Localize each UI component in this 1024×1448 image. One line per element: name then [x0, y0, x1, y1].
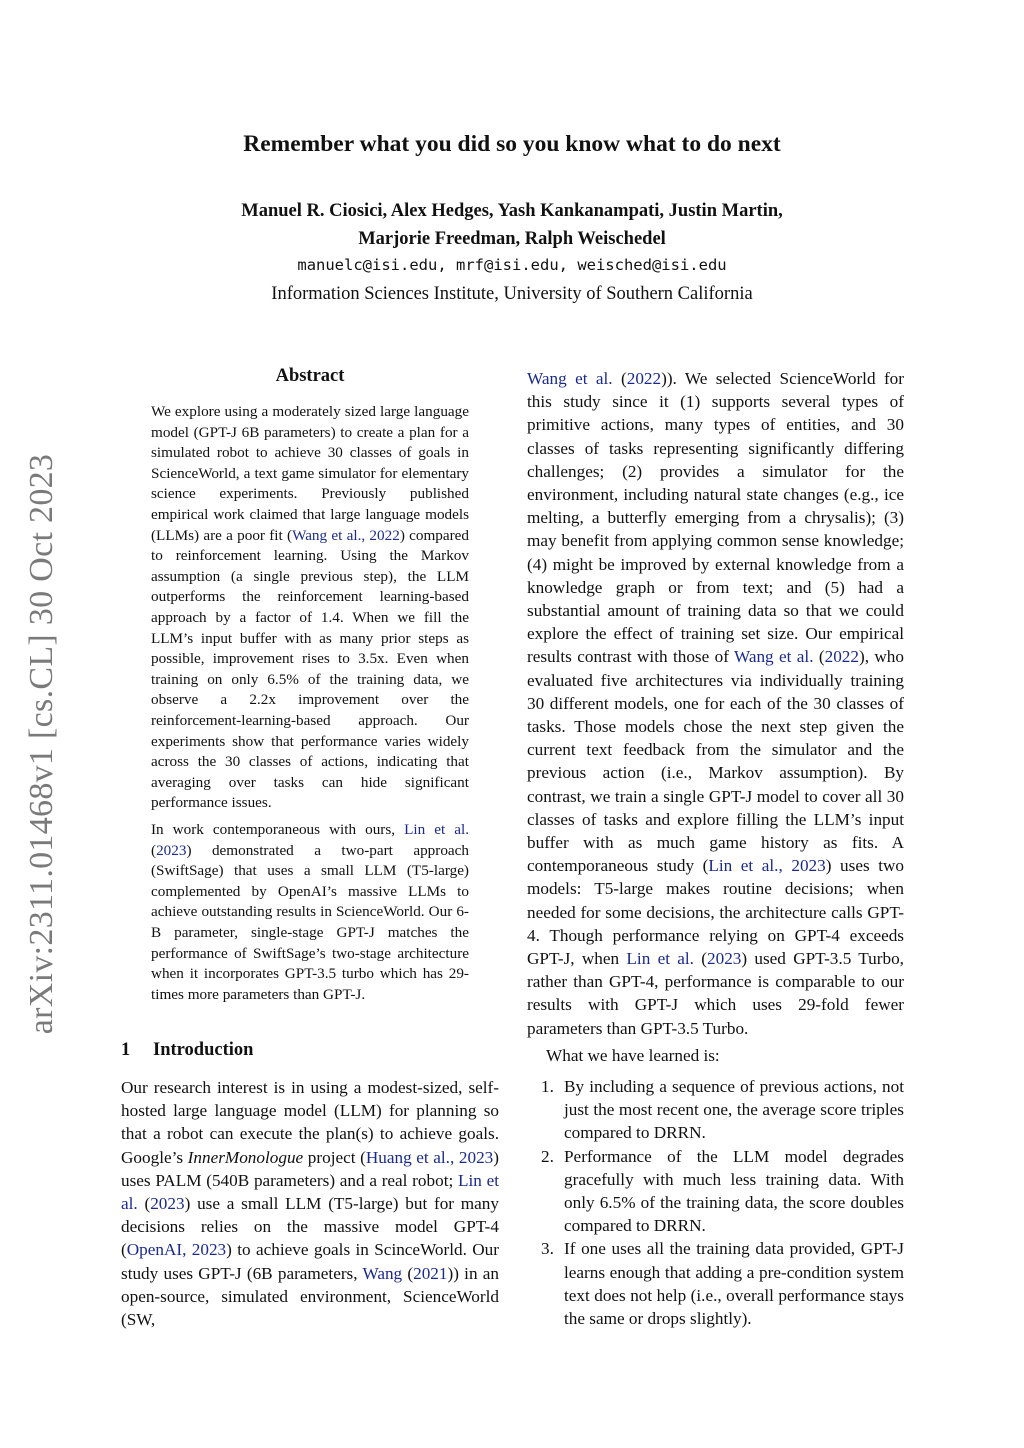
citation-link[interactable]: Lin et al. [121, 1170, 499, 1214]
citation-link[interactable]: Wang et al. [527, 369, 613, 388]
citation-link[interactable]: Lin et al. [404, 821, 469, 838]
abstract-heading: Abstract [275, 366, 345, 386]
list-text: If one uses all the training data provided, GPT-J learns enough that adding a pre-condition system text does not help (i.e., overall performance stays the same or drops slightly). [564, 1239, 904, 1329]
author-freedman: Marjorie Freedman [358, 229, 516, 249]
citation-link[interactable]: Lin et al. [626, 949, 694, 969]
citation-year-link[interactable]: 2023 [156, 841, 187, 859]
author-weischedel: , Ralph Weischedel [515, 229, 666, 249]
citation-link[interactable]: Wang [362, 1263, 403, 1283]
citation-year-link[interactable]: 2021 [413, 1263, 448, 1283]
paper-title: Remember what you did so you know what to do next [243, 131, 781, 157]
citation-link[interactable]: Huang et al., 2023 [365, 1147, 494, 1167]
list-item [527, 1237, 904, 1330]
section-heading [121, 1040, 253, 1061]
list-text: By including a sequence of previous actions, not just the most recent one, the average score triples compared to DRRN. [564, 1077, 904, 1143]
abstract-text: ) compared to reinforcement learning. Using the Markov assumption (a single previous step), the LLM outperforms the reinforcement learning-based approach by a factor of 1.4. When we fill the LLM’s input buffer with as many prior steps as possible, improvement rises to 3.5x. Even when training on only 6.5% of the training data, we observe a 2.2x improvement over the reinforcement-learning-based approach. Our experiments show that performance varies widely across the 30 classes of actions, indicating that averaging over tasks can hide significant performance issues. [151, 526, 470, 812]
learned-intro: What we have learned is: [546, 1046, 720, 1065]
arxiv-identifier: arXiv:2311.01468v1 [cs.CL] 30 Oct 2023 [23, 453, 60, 1035]
body-text: used GPT-3.5 Turbo, rather than GPT-4, performance is comparable to our results with GPT-J which uses 29-fold fewer parameters than GPT-3.5 Turbo. [527, 949, 904, 1038]
findings-list [527, 1075, 904, 1330]
body-text: )) in an open-source, simulated environment, ScienceWorld (SW, [121, 1263, 499, 1330]
list-item [527, 1145, 904, 1238]
list-number: 3. [541, 1239, 554, 1259]
section-number: 1 [121, 1040, 131, 1060]
author-emails: manuelc@isi.edu, mrf@isi.edu, weisched@isi.edu [297, 256, 727, 274]
section-title: Introduction [153, 1040, 254, 1060]
body-text: ) uses PALM (540B parameters) and a real robot; [121, 1147, 499, 1190]
citation-year-link[interactable]: 2023 [150, 1194, 185, 1214]
body-text: ) uses two models: T5-large makes routine decisions; when needed for some decisions, the architecture calls GPT-4. Though performance relying on GPT-4 exceeds GPT-J, when [527, 856, 904, 969]
abstract-paragraph-1 [151, 402, 469, 814]
right-column-paragraph: Wang et al. (2022)). We selected ScienceWorld for this study since it (1) supports several types of primitive actions, many types of entities, and 30 classes of tasks representing significantly differing challenges; (2) provides a simulator for the environment, including natural state changes (e.g., ice melting, a butterfly emerging from a chrysalis); (3) may benefit from applying common sense knowledge; (4) might be improved by external knowledge from a knowledge graph or from text; and (5) had a substantial amount of training data so that we could explore the effect of training set size. Our empirical results contrast with those of Wang et al. (2022), who evaluated five architectures via individually training 30 different models, one for each of the 30 classes of tasks. Those models chose the next step given the current text feedback from the simulator and the previous action (i.e., Markov assumption). By contrast, we train a single GPT-J model to cover all 30 classes of tasks and explore filling the LLM’s input buffer with as much game history as fits. A contemporaneous study (Lin et al., 2023) uses two models: T5-large makes routine decisions; when needed for some decisions, the architecture calls GPT-4. Though performance relying on GPT-4 exceeds GPT-J, when Lin et al. (2023) used GPT-3.5 Turbo, rather than GPT-4, performance is comparable to our results with GPT-J which uses 29-fold fewer parameters than GPT-3.5 Turbo. [527, 369, 904, 1038]
abstract-text: In work contemporaneous with ours, [151, 821, 405, 838]
citation-link[interactable]: OpenAI, 2023 [126, 1240, 227, 1260]
abstract-text: demonstrated a two-part approach (SwiftSage) that uses a small LLM (T5-large) complemented by OpenAI’s massive LLMs to achieve outstanding results in ScienceWorld. Our 6-B parameter, single-stage GPT-J matches the performance of SwiftSage’s two-stage architecture when it incorporates GPT-3.5 turbo which has 29-times more parameters than GPT-J. [151, 841, 469, 1003]
citation-year-link[interactable]: 2023 [707, 949, 742, 969]
list-number: 2. [541, 1146, 554, 1166]
citation-link[interactable]: Lin et al., 2023 [708, 856, 826, 876]
citation-year-link[interactable]: 2022 [824, 647, 859, 667]
body-text: , who evaluated five architectures via individually training 30 different models, one for each of the 30 classes of tasks. Those models chose the next step given the current text feedback from the simulator and the previous action (i.e., Markov assumption). By contrast, we train a single GPT-J model to cover all 30 classes of tasks and explore filling the LLM’s input buffer with as much game history as fits. A contemporaneous study ( [527, 647, 904, 876]
author-line-1: Manuel R. Ciosici, Alex Hedges, Yash Kankanampati, Justin Martin, [241, 201, 783, 221]
introduction-paragraph: Our research interest is in using a modest-sized, self-hosted large language model (LLM) for planning so that a robot can execute the plan(s) to achieve goals. Google’s InnerMonologue project (Huang et al., 2023) uses PALM (540B parameters) and a real robot; Lin et al. (2023) use a small LLM (T5-large) but for many decisions relies on the massive model GPT-4 (OpenAI, 2023) to achieve goals in ScinceWorld. Our study uses GPT-J (6B parameters, Wang (2021)) in an open-source, simulated environment, ScienceWorld (SW, [121, 1078, 499, 1330]
list-number: 1. [541, 1077, 554, 1096]
body-text: Our research interest is in using a modest-sized, self-hosted large language model (LLM) for planning so that a robot can execute the plan(s) to achieve goals. Google’s [121, 1078, 499, 1167]
affiliation: Information Sciences Institute, University of Southern California [271, 284, 753, 304]
abstract-text: We explore using a moderately sized large language model (GPT-J 6B parameters) to create a plan for a simulated robot to achieve 30 classes of goals in ScienceWorld, a text game simulator for elementary science experiments. Previously published empirical work claimed that large language models (LLMs) are a poor fit ( [151, 403, 469, 544]
body-text: project ( [303, 1147, 366, 1167]
body-text: use a small LLM (T5-large) but for many decisions relies on the massive model GPT-4 ( [121, 1194, 499, 1260]
italic-term: InnerMonologue [187, 1147, 304, 1167]
body-text: )). We selected ScienceWorld for this study since it (1) supports several types of primitive actions, many types of entities, and 30 classes of tasks representing significantly differing challenges; (2) provides a simulator for the environment, including natural state changes (e.g., ice melting, a butterfly emerging from a chrysalis); (3) may benefit from applying common sense knowledge; (4) might be improved by external knowledge from a knowledge graph or from text; and (5) had a substantial amount of training data so that we could explore the effect of training set size. Our empirical results contrast with those of [527, 369, 904, 667]
list-item [527, 1075, 904, 1145]
citation-link[interactable]: Wang et al., 2022 [292, 526, 400, 544]
list-text: Performance of the LLM model degrades gracefully with much less training data. With only 6.5% of the training data, the score doubles compared to DRRN. [564, 1146, 904, 1236]
body-text: ) to achieve goals in ScinceWorld. Our study uses GPT-J (6B parameters, [121, 1240, 499, 1283]
author-list [0, 197, 1024, 253]
author-line-2 [0, 225, 1024, 253]
citation-year-link[interactable]: 2022 [626, 369, 662, 388]
citation-link[interactable]: Wang et al. [733, 647, 814, 667]
abstract-paragraph-2: In work contemporaneous with ours, Lin et al. (2023) demonstrated a two-part approach (SwiftSage) that uses a small LLM (T5-large) complemented by OpenAI’s massive LLMs to achieve outstanding results in ScienceWorld. Our 6-B parameter, single-stage GPT-J matches the performance of SwiftSage’s two-stage architecture when it incorporates GPT-3.5 turbo which has 29-times more parameters than GPT-J. [151, 821, 469, 1003]
